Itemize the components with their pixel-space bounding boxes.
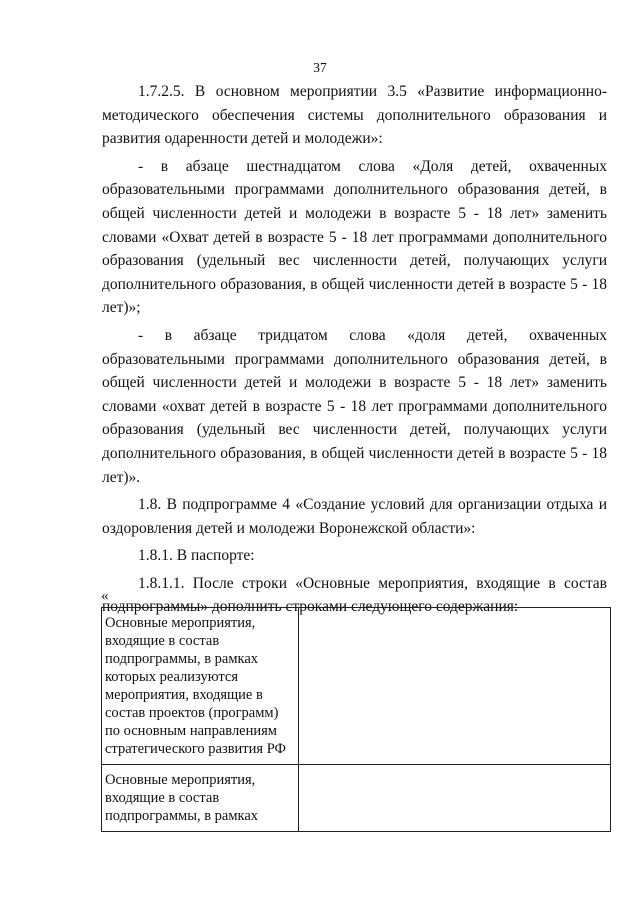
- opening-quote-mark: «: [101, 588, 109, 604]
- paragraph-amend-16: - в абзаце шестнадцатом слова «Доля детей, охваченных образовательными программами дополнительного образования детей, в общей численности детей и молодежи в возрасте 5 - 18 лет» заменить словами «Охват детей в возрасте 5 - 18 лет программами дополнительного образования (удельный вес численности детей, получающих услуги дополнительного образования, в общей численности детей в возрасте 5 - 18 лет)»;: [102, 157, 607, 317]
- table-cell-label: Основные мероприятия, входящие в состав подпрограммы, в рамках которых реализуются мероприятия, входящие в состав проектов (программ) по основным направлениям стратегического развития РФ: [102, 608, 299, 765]
- passport-table: [101, 607, 611, 832]
- table-row: [102, 765, 611, 832]
- document-body: [102, 80, 607, 619]
- paragraph-1-8: 1.8. В подпрограмме 4 «Создание условий для организации отдыха и оздоровления детей и молодежи Воронежской области»:: [102, 496, 607, 537]
- table-cell-value: [299, 765, 611, 832]
- paragraph-1-8-1: 1.8.1. В паспорте:: [138, 547, 255, 565]
- paragraph-1-8-1-1: 1.8.1.1. После строки «Основные мероприятия, входящие в состав подпрограммы» дополнить строками следующего содержания:: [102, 574, 607, 616]
- table-row: [102, 608, 611, 765]
- table-cell-label: Основные мероприятия, входящие в состав подпрограммы, в рамках: [102, 765, 299, 832]
- paragraph-amend-30: - в абзаце тридцатом слова «доля детей, охваченных образовательными программами дополнительного образования детей, в общей численности детей и молодежи в возрасте 5 - 18 лет» заменить словами «охват детей в возрасте 5 - 18 лет программами дополнительного образования (удельный вес численности детей, получающих услуги дополнительного образования, в общей численности детей в возрасте 5 - 18 лет)».: [102, 326, 607, 486]
- paragraph-1-7-2-5: 1.7.2.5. В основном мероприятии 3.5 «Развитие информационно-методического обеспечения системы дополнительного образования и развития одаренности детей и молодежи»:: [102, 83, 607, 148]
- table-cell-value: [299, 608, 611, 765]
- page-number: 37: [313, 60, 327, 75]
